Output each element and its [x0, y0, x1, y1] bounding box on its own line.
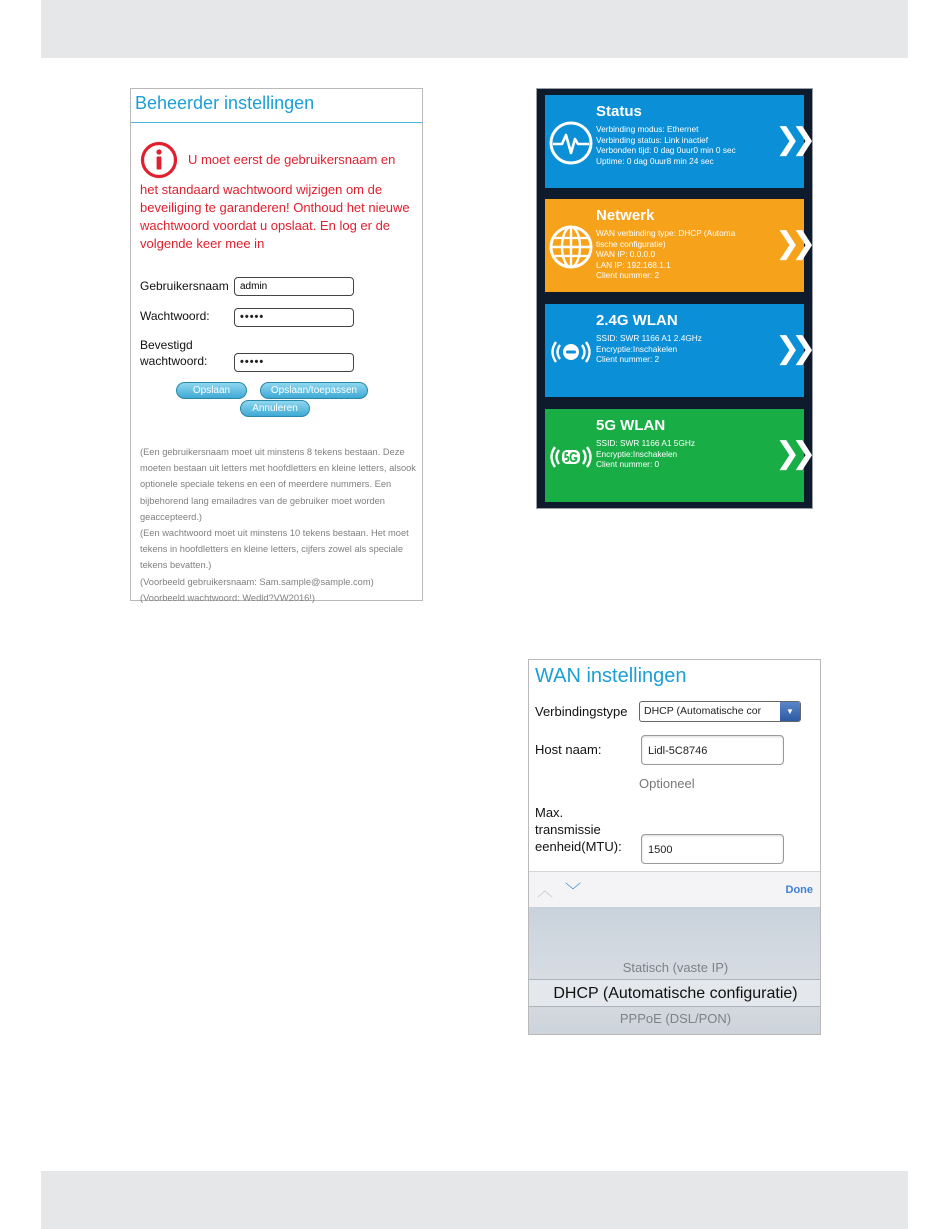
warning-info-icon: [140, 141, 178, 179]
warning-text: het standaard wachtwoord wijzigen om de beveiliging te garanderen! Onthoud het nieuwe wachtwoord voordat u opslaat. En log er de volgende keer mee in: [140, 182, 410, 251]
host-name-field[interactable]: Lidl-5C8746: [641, 735, 784, 765]
tile-details: [596, 228, 768, 281]
tile-line: SSID: SWR 1166 A1 5GHz: [596, 438, 695, 448]
wlan-5g-tile[interactable]: [545, 409, 808, 502]
pulse-icon: [547, 119, 595, 167]
tile-details: [596, 438, 768, 470]
mtu-label-line2: transmissie: [535, 822, 601, 837]
note-username-rules: (Een gebruikersnaam moet uit minstens 8 tekens bestaan. Deze moeten bestaan uit letters met hoofdletters en kleine letters, alsook optionele speciale tekens en een of meerdere nummers. Een bijbehorend lang emailadres van de gebruiker moet worden geaccepteerd.): [140, 447, 416, 522]
done-button[interactable]: Done: [785, 884, 813, 896]
note-example-username: (Voorbeeld gebruikersnaam: Sam.sample@sample.com): [140, 576, 374, 587]
wan-settings-panel: [528, 659, 821, 1035]
page-title: WAN instellingen: [535, 665, 687, 687]
tile-line: Client nummer: 0: [596, 459, 660, 469]
connection-type-label: Verbindingstype: [535, 704, 628, 719]
mtu-label-line1: Max.: [535, 805, 564, 820]
globe-icon: [547, 223, 595, 271]
save-apply-button[interactable]: Opslaan/toepassen: [260, 382, 368, 399]
chevron-right-icon[interactable]: ❯❯: [775, 437, 808, 470]
confirm-password-field[interactable]: •••••: [234, 353, 354, 372]
tile-line: Verbinding modus: Ethernet: [596, 124, 699, 134]
tile-title: 2.4G WLAN: [596, 312, 678, 329]
tile-line: Encryptie:Inschakelen: [596, 448, 678, 459]
chevron-down-icon[interactable]: ﹀: [565, 883, 582, 900]
page-header-band: [41, 0, 908, 58]
host-name-label: Host naam:: [535, 742, 602, 757]
tile-details: [596, 333, 768, 365]
chevron-up-icon[interactable]: ︿: [537, 883, 554, 900]
tile-details: [596, 124, 768, 166]
tile-line: Client nummer: 2: [596, 354, 660, 364]
password-label: Wachtwoord:: [140, 309, 210, 323]
tile-line: Verbonden tijd: 0 dag 0uur0 min 0 sec: [596, 145, 736, 155]
tile-line: tische configuratie): [596, 238, 666, 249]
wifi-24g-icon: [547, 328, 595, 376]
status-tile[interactable]: [545, 95, 808, 188]
confirm-password-label-line2: wachtwoord:: [140, 354, 208, 368]
username-label: Gebruikersnaam: [140, 279, 229, 293]
chevron-right-icon[interactable]: ❯❯: [775, 123, 808, 156]
tile-line: Client nummer: 2: [596, 270, 660, 280]
picker-option-selected[interactable]: DHCP (Automatische configuratie): [529, 979, 821, 1007]
wifi-5g-icon: [547, 433, 595, 481]
password-field[interactable]: •••••: [234, 308, 354, 327]
tile-line: Encryptie:Inschakelen: [596, 343, 678, 354]
wlan-24g-tile[interactable]: [545, 304, 808, 397]
page-title: Beheerder instellingen: [135, 93, 315, 113]
mtu-label-line3: eenheid(MTU):: [535, 839, 622, 854]
tile-line: WAN verbinding type: DHCP (Automa: [596, 228, 736, 238]
title-divider: [131, 122, 422, 123]
tile-line: WAN IP: 0.0.0.0: [596, 249, 656, 259]
mtu-field[interactable]: 1500: [641, 834, 784, 864]
network-tile[interactable]: [545, 199, 808, 292]
password-rules-notes: [140, 444, 418, 606]
username-field[interactable]: [234, 277, 354, 296]
connection-type-select[interactable]: [639, 701, 801, 722]
optional-hint: Optioneel: [639, 776, 695, 791]
chevron-right-icon[interactable]: ❯❯: [775, 332, 808, 365]
warning-text-first-line: U moet eerst de gebruikersnaam en: [188, 152, 396, 167]
tile-title: 5G WLAN: [596, 417, 666, 434]
picker-option[interactable]: Statisch (vaste IP): [622, 960, 729, 975]
note-example-password: (Voorbeeld wachtwoord: Wedld?VW2016!): [140, 592, 316, 603]
tile-line: LAN IP: 192.168.1.1: [596, 259, 671, 270]
keyboard-toolbar: [529, 871, 821, 907]
note-password-rules: (Een wachtwoord moet uit minstens 10 tekens bestaan. Het moet tekens in hoofdletters en kleine letters, cijfers zowel als speciale tekens bevatten.): [140, 528, 409, 571]
tile-line: Verbinding status: Link inactief: [596, 134, 709, 145]
admin-settings-panel: [130, 88, 423, 601]
dropdown-arrow-icon[interactable]: ▼: [780, 702, 800, 721]
connection-type-value: DHCP (Automatische cor: [644, 705, 762, 717]
tile-title: Status: [596, 103, 642, 120]
picker-option[interactable]: PPPoE (DSL/PON): [619, 1011, 732, 1026]
status-dashboard: [536, 88, 813, 509]
tile-line: SSID: SWR 1166 A1 2.4GHz: [596, 333, 702, 343]
tile-title: Netwerk: [596, 207, 655, 224]
cancel-button[interactable]: Annuleren: [240, 400, 310, 417]
connection-type-picker[interactable]: [529, 907, 821, 1035]
confirm-password-label-line1: Bevestigd: [140, 338, 193, 352]
chevron-right-icon[interactable]: ❯❯: [775, 227, 808, 260]
tile-line: Uptime: 0 dag 0uur8 min 24 sec: [596, 155, 714, 166]
save-button[interactable]: Opslaan: [176, 382, 247, 399]
page-footer-band: [41, 1171, 908, 1229]
